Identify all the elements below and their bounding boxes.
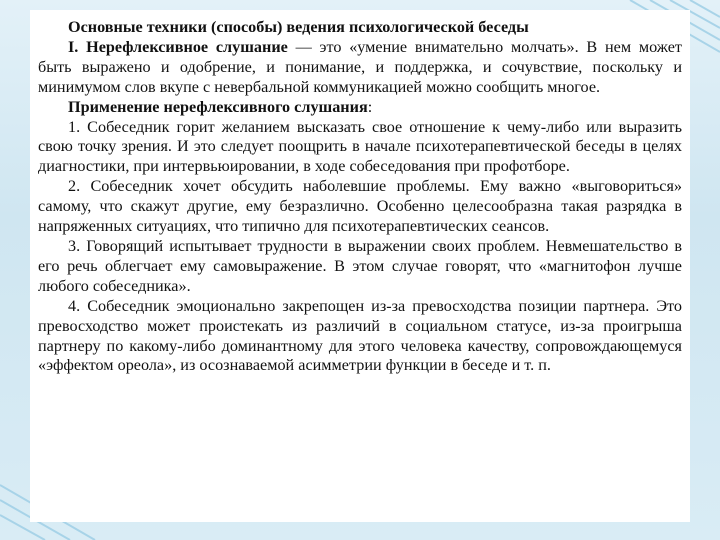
- section-1-heading: I. Нерефлексивное слушание: [68, 37, 288, 56]
- list-item-4: 4. Собеседник эмоционально закрепощен из-за превосходства позиции партнера. Это превосходство может проистекать из различий в социальном статусе, из-за проигрыша партнеру по какому-либо доминантному для этого человека качеству, сопровождающемуся «эффектом ореола», из осознаваемой асимметрии функции в беседе и т. п.: [38, 296, 682, 375]
- list-item-2: 2. Собеседник хочет обсудить наболевшие проблемы. Ему важно «выговориться» самому, что скажут другие, ему безразлично. Особенно целесообразна такая разрядка в напряженных ситуациях, что типично для психотерапевтических сеансов.: [38, 177, 682, 236]
- application-heading-paragraph: [38, 98, 682, 118]
- list-item-3: 3. Говорящий испытывает трудности в выражении своих проблем. Невмешательство в его речь облегчает ему самовыражение. В этом случае говорят, что «магнитофон лучше любого собеседника».: [38, 236, 682, 295]
- list-item-1: 1. Собеседник горит желанием высказать свое отношение к чему-либо или выразить свою точку зрения. И это следует поощрить в начале психотерапевтической беседы в целях диагностики, при интервьюировании, в ходе собеседования при профотборе.: [38, 117, 682, 176]
- document-title: Основные техники (способы) ведения психологической беседы: [68, 18, 529, 36]
- application-heading: Применение нерефлексивного слушания: [68, 97, 368, 116]
- application-heading-colon: :: [367, 97, 373, 116]
- section-1-text: — это «умение внимательно молчать». В нем может быть выражено и одобрение, и понимание, и поддержка, и сочувствие, поскольку и минимумом слов вкупе с невербальной коммуникацией можно сообщить многое.: [38, 37, 682, 96]
- section-1-paragraph: [38, 38, 682, 98]
- document-page: [30, 10, 690, 522]
